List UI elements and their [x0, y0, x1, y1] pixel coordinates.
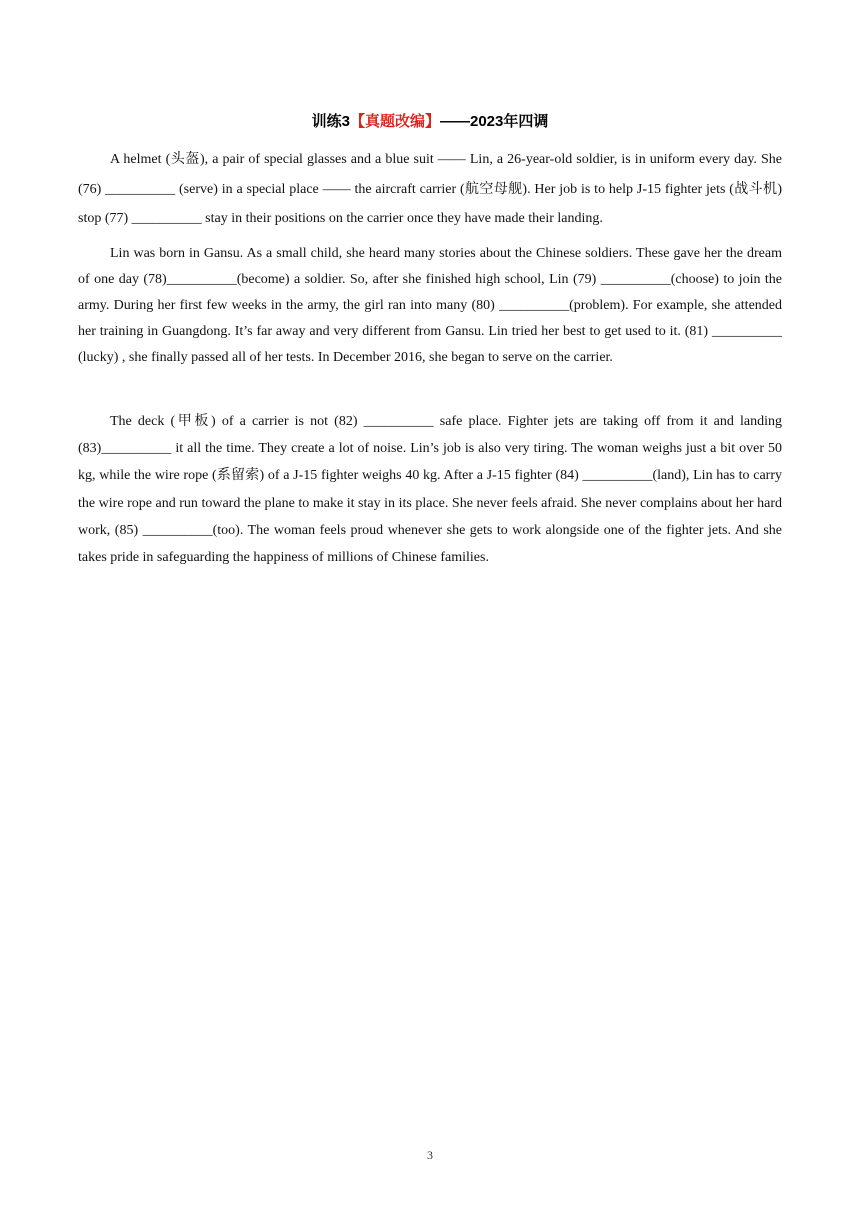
passage-paragraph-1: A helmet (头盔), a pair of special glasses and a blue suit —— Lin, a 26-year-old soldier, is in uniform every day. She (76) __________ (serve) in a special place —— the aircraft carrier (航空母舰). Her job is to help J-15 fighter jets (战斗机) stop (77) __________ stay in their positions on the carrier once they have made their landing. [78, 152, 782, 226]
passage-paragraph-3: The deck (甲板) of a carrier is not (82) __________ safe place. Fighter jets are taking off from it and landing (83)__________ it all the time. They create a lot of noise. Lin’s job is also very tiring. The woman weighs just a bit over 50 kg, while the wire rope (系留索) of a J-15 fighter weighs 40 kg. After a J-15 fighter (84) __________(land), Lin has to carry the wire rope and run toward the plane to make it stay in its place. She never feels afraid. She never complains about her hard work, (85) __________(too). The woman feels proud whenever she gets to work alongside one of the fighter jets. And she takes pride in safeguarding the happiness of millions of Chinese families. [78, 414, 782, 566]
passage-paragraph-2: Lin was born in Gansu. As a small child, she heard many stories about the Chinese soldiers. These gave her the dream of one day (78)__________(become) a soldier. So, after she finished high school, Lin (79) __________(choose) to join the army. During her first few weeks in the army, the girl ran into many (80) __________(problem). For example, she attended her training in Guangdong. It’s far away and very different from Gansu. Lin tried her best to get used to it. (81) __________ (lucky) , she finally passed all of her tests. In December 2016, she began to serve on the carrier. [78, 246, 782, 365]
title-suffix: ——2023年四调 [439, 113, 549, 130]
title-highlight: 【真题改编】 [349, 113, 440, 130]
title-prefix: 训练3 [311, 113, 350, 130]
page-number: 3 [427, 1148, 433, 1162]
exercise-title [0, 111, 860, 133]
